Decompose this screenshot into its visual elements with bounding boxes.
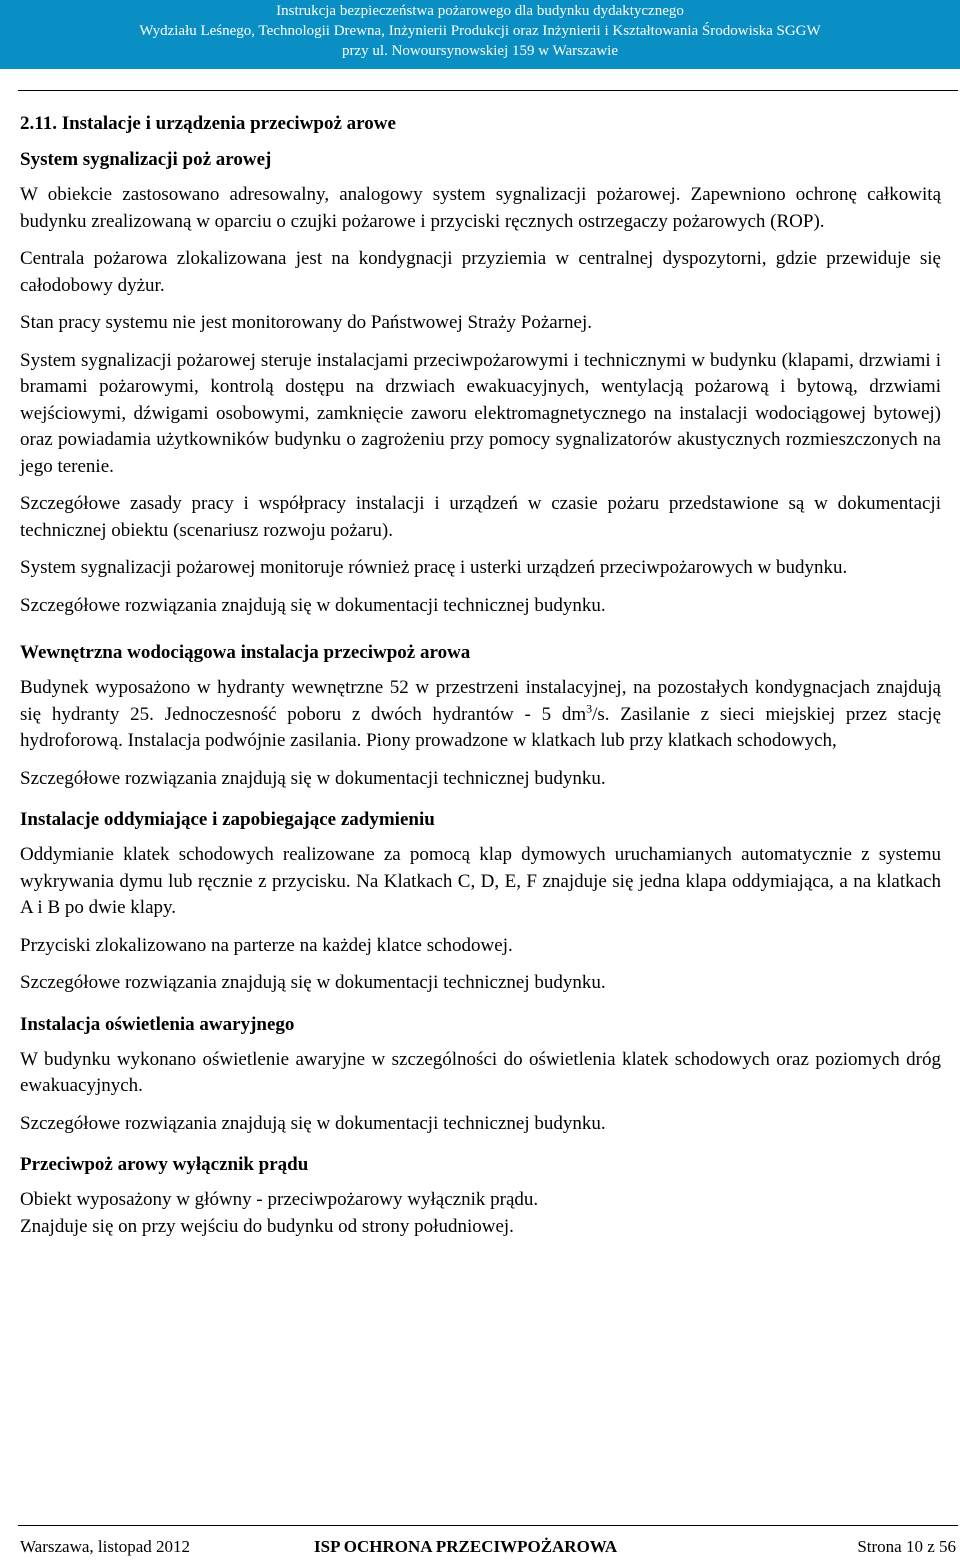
fire-alarm-paragraph-5: Szczegółowe zasady pracy i współpracy instalacji i urządzeń w czasie pożaru przedstawione są w dokumentacji technicznej obiektu (scenariusz rozwoju pożaru). [20, 493, 941, 541]
section-title: 2.11. Instalacje i urządzenia przeciwpoż arowe [20, 113, 396, 134]
footer-page-number: Strona 10 z 56 [857, 1537, 956, 1556]
footer-document-title: ISP OCHRONA PRZECIWPOŻAROWA [314, 1537, 618, 1556]
fire-alarm-paragraph-6: System sygnalizacji pożarowej monitoruje również pracę i usterki urządzeń przeciwpożarowych w budynku. [20, 557, 848, 578]
fire-alarm-paragraph-1: W obiekcie zastosowano adresowalny, analogowy system sygnalizacji pożarowej. Zapewniono ochronę całkowitą budynku zrealizowaną w oparciu o czujki pożarowe i przyciski ręcznych ostrzegaczy pożarowych (ROP). [20, 184, 941, 232]
hydrant-paragraph-2: Szczegółowe rozwiązania znajdują się w dokumentacji technicznej budynku. [20, 767, 606, 789]
power-switch-heading: Przeciwpoż arowy wyłącznik prądu [20, 1154, 309, 1175]
fire-alarm-heading: System sygnalizacji poż arowej [20, 149, 272, 170]
fire-alarm-paragraph-2: Centrala pożarowa zlokalizowana jest na kondygnacji przyziemia w centralnej dyspozytorni, gdzie przewiduje się całodobowy dyżur. [20, 248, 941, 296]
unit-exponent: 3 [586, 701, 593, 716]
power-switch-line-1: Obiekt wyposażony w główny - przeciwpożarowy wyłącznik prądu. [20, 1189, 539, 1210]
footer-date: Warszawa, listopad 2012 [20, 1537, 190, 1556]
smoke-control-paragraph-2: Przyciski zlokalizowano na parterze na każdej klatce schodowej. [20, 934, 513, 956]
hydrant-paragraph-1-text-continued: /s. Zasilanie z sieci miejskiej przez stację hydroforową. Instalacja podwójnie zasilania. Piony prowadzone w klatkach lub przy klatkach schodowych, [20, 703, 941, 751]
smoke-control-heading: Instalacje oddymiające i zapobiegające zadymieniu [20, 809, 435, 830]
header-title-line-1: Instrukcja bezpieczeństwa pożarowego dla budynku dydaktycznego [276, 3, 684, 19]
hydrant-paragraph-1-text: Budynek wyposażono w hydranty wewnętrzne 52 w przestrzeni instalacyjnej, na pozostałych kondygnacjach znajdują się hydranty 25. Jednoczesność poboru z dwóch hydrantów - 5 dm [20, 677, 941, 725]
fire-alarm-paragraph-4: System sygnalizacji pożarowej steruje instalacjami przeciwpożarowymi i technicznymi w budynku (klapami, drzwiami i bramami pożarowymi, kontrolą dostępu na drzwiach ewakuacyjnych, wentylacją pożarową i bytową, drzwiami wejściowymi, dźwigami osobowymi, zamknięcie zaworu elektromagnetycznego na instalacji wodociągowej bytowej) oraz powiadamia użytkowników budynku o zagrożeniu przy pomocy sygnalizatorów akustycznych rozmieszczonych na jego terenie. [20, 349, 941, 477]
emergency-lighting-heading: Instalacja oświetlenia awaryjnego [20, 1013, 295, 1035]
header-title-line-2: Wydziału Leśnego, Technologii Drewna, Inżynierii Produkcji oraz Inżynierii i Kształtowania Środowiska SGGW [139, 23, 821, 39]
hydrant-heading: Wewnętrzna wodociągowa instalacja przeciwpoż arowa [20, 642, 471, 663]
footer-divider [18, 1525, 958, 1526]
header-divider [18, 90, 958, 91]
fire-alarm-paragraph-3: Stan pracy systemu nie jest monitorowany do Państwowej Straży Pożarnej. [20, 312, 593, 333]
power-switch-text [20, 1187, 941, 1240]
fire-alarm-paragraph-7: Szczegółowe rozwiązania znajdują się w dokumentacji technicznej budynku. [20, 594, 606, 616]
document-header [0, 0, 960, 69]
power-switch-line-2: Znajduje się on przy wejściu do budynku od strony południowej. [20, 1215, 514, 1237]
hydrant-paragraph-1 [20, 675, 941, 755]
smoke-control-paragraph-1: Oddymianie klatek schodowych realizowane za pomocą klap dymowych uruchamianych automatycznie z systemu wykrywania dymu lub ręcznie z przycisku. Na Klatkach C, D, E, F znajduje się jedna klapa oddymiająca, a na klatkach A i B po dwie klapy. [20, 844, 941, 918]
emergency-lighting-paragraph-1: W budynku wykonano oświetlenie awaryjne w szczególności do oświetlenia klatek schodowych oraz poziomych dróg ewakuacyjnych. [20, 1048, 941, 1096]
smoke-control-paragraph-3: Szczegółowe rozwiązania znajdują się w dokumentacji technicznej budynku. [20, 972, 606, 993]
emergency-lighting-paragraph-2: Szczegółowe rozwiązania znajdują się w dokumentacji technicznej budynku. [20, 1112, 606, 1134]
page-content [20, 112, 941, 1251]
header-title-line-3: przy ul. Nowoursynowskiej 159 w Warszawie [342, 43, 618, 59]
document-footer [20, 1536, 956, 1558]
